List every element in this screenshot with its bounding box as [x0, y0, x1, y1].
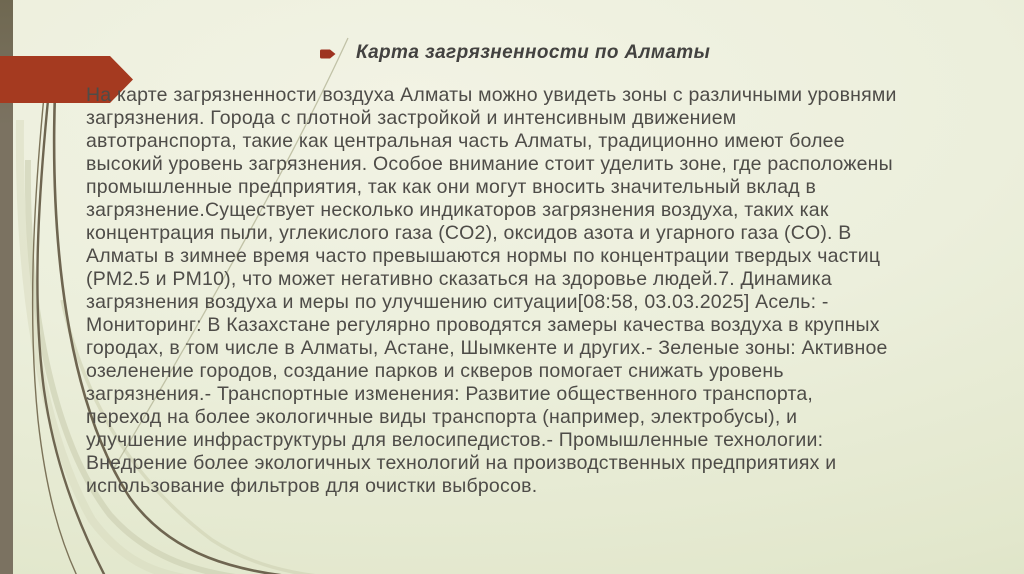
body-line: Мониторинг: В Казахстане регулярно проводятся замеры качества воздуха в крупных [86, 314, 880, 336]
body-line: На карте загрязненности воздуха Алматы можно увидеть зоны с различными уровнями [86, 84, 897, 106]
slide-title-row [320, 42, 710, 64]
body-line: загрязнения воздуха и меры по улучшению ситуации[08:58, 03.03.2025] Асель: - [86, 291, 829, 313]
body-line: загрязнения. Города с плотной застройкой и интенсивным движением [86, 107, 737, 129]
body-line: Внедрение более экологичных технологий на производственных предприятиях и [86, 452, 837, 474]
body-line: загрязнения.- Транспортные изменения: Развитие общественного транспорта, [86, 383, 814, 405]
body-line: концентрация пыли, углекислого газа (CO2), оксидов азота и угарного газа (CO). В [86, 222, 852, 244]
body-line: загрязнение.Существует несколько индикаторов загрязнения воздуха, таких как [86, 199, 829, 221]
body-line: улучшение инфраструктуры для велосипедистов.- Промышленные технологии: [86, 429, 824, 451]
body-line: переход на более экологичные виды транспорта (например, электробусы), и [86, 406, 798, 428]
body-line: использование фильтров для очистки выбросов. [86, 475, 538, 497]
title-bullet-icon [320, 49, 336, 59]
body-line: Алматы в зимнее время часто превышаются нормы по концентрации твердых частиц [86, 245, 881, 267]
body-line: озеленение городов, создание парков и скверов помогает снижать уровень [86, 360, 784, 382]
body-line: автотранспорта, такие как центральная часть Алматы, традиционно имеют более [86, 130, 845, 152]
body-line: промышленные предприятия, так как они могут вносить значительный вклад в [86, 176, 817, 198]
body-line: городах, в том числе в Алматы, Астане, Шымкенте и других.- Зеленые зоны: Активное [86, 337, 888, 359]
body-line: (PM2.5 и PM10), что может негативно сказаться на здоровье людей.7. Динамика [86, 268, 832, 290]
slide-title: Карта загрязненности по Алматы [356, 42, 711, 63]
body-line: высокий уровень загрязнения. Особое внимание стоит уделить зоне, где расположены [86, 153, 893, 175]
body-text [86, 84, 976, 498]
